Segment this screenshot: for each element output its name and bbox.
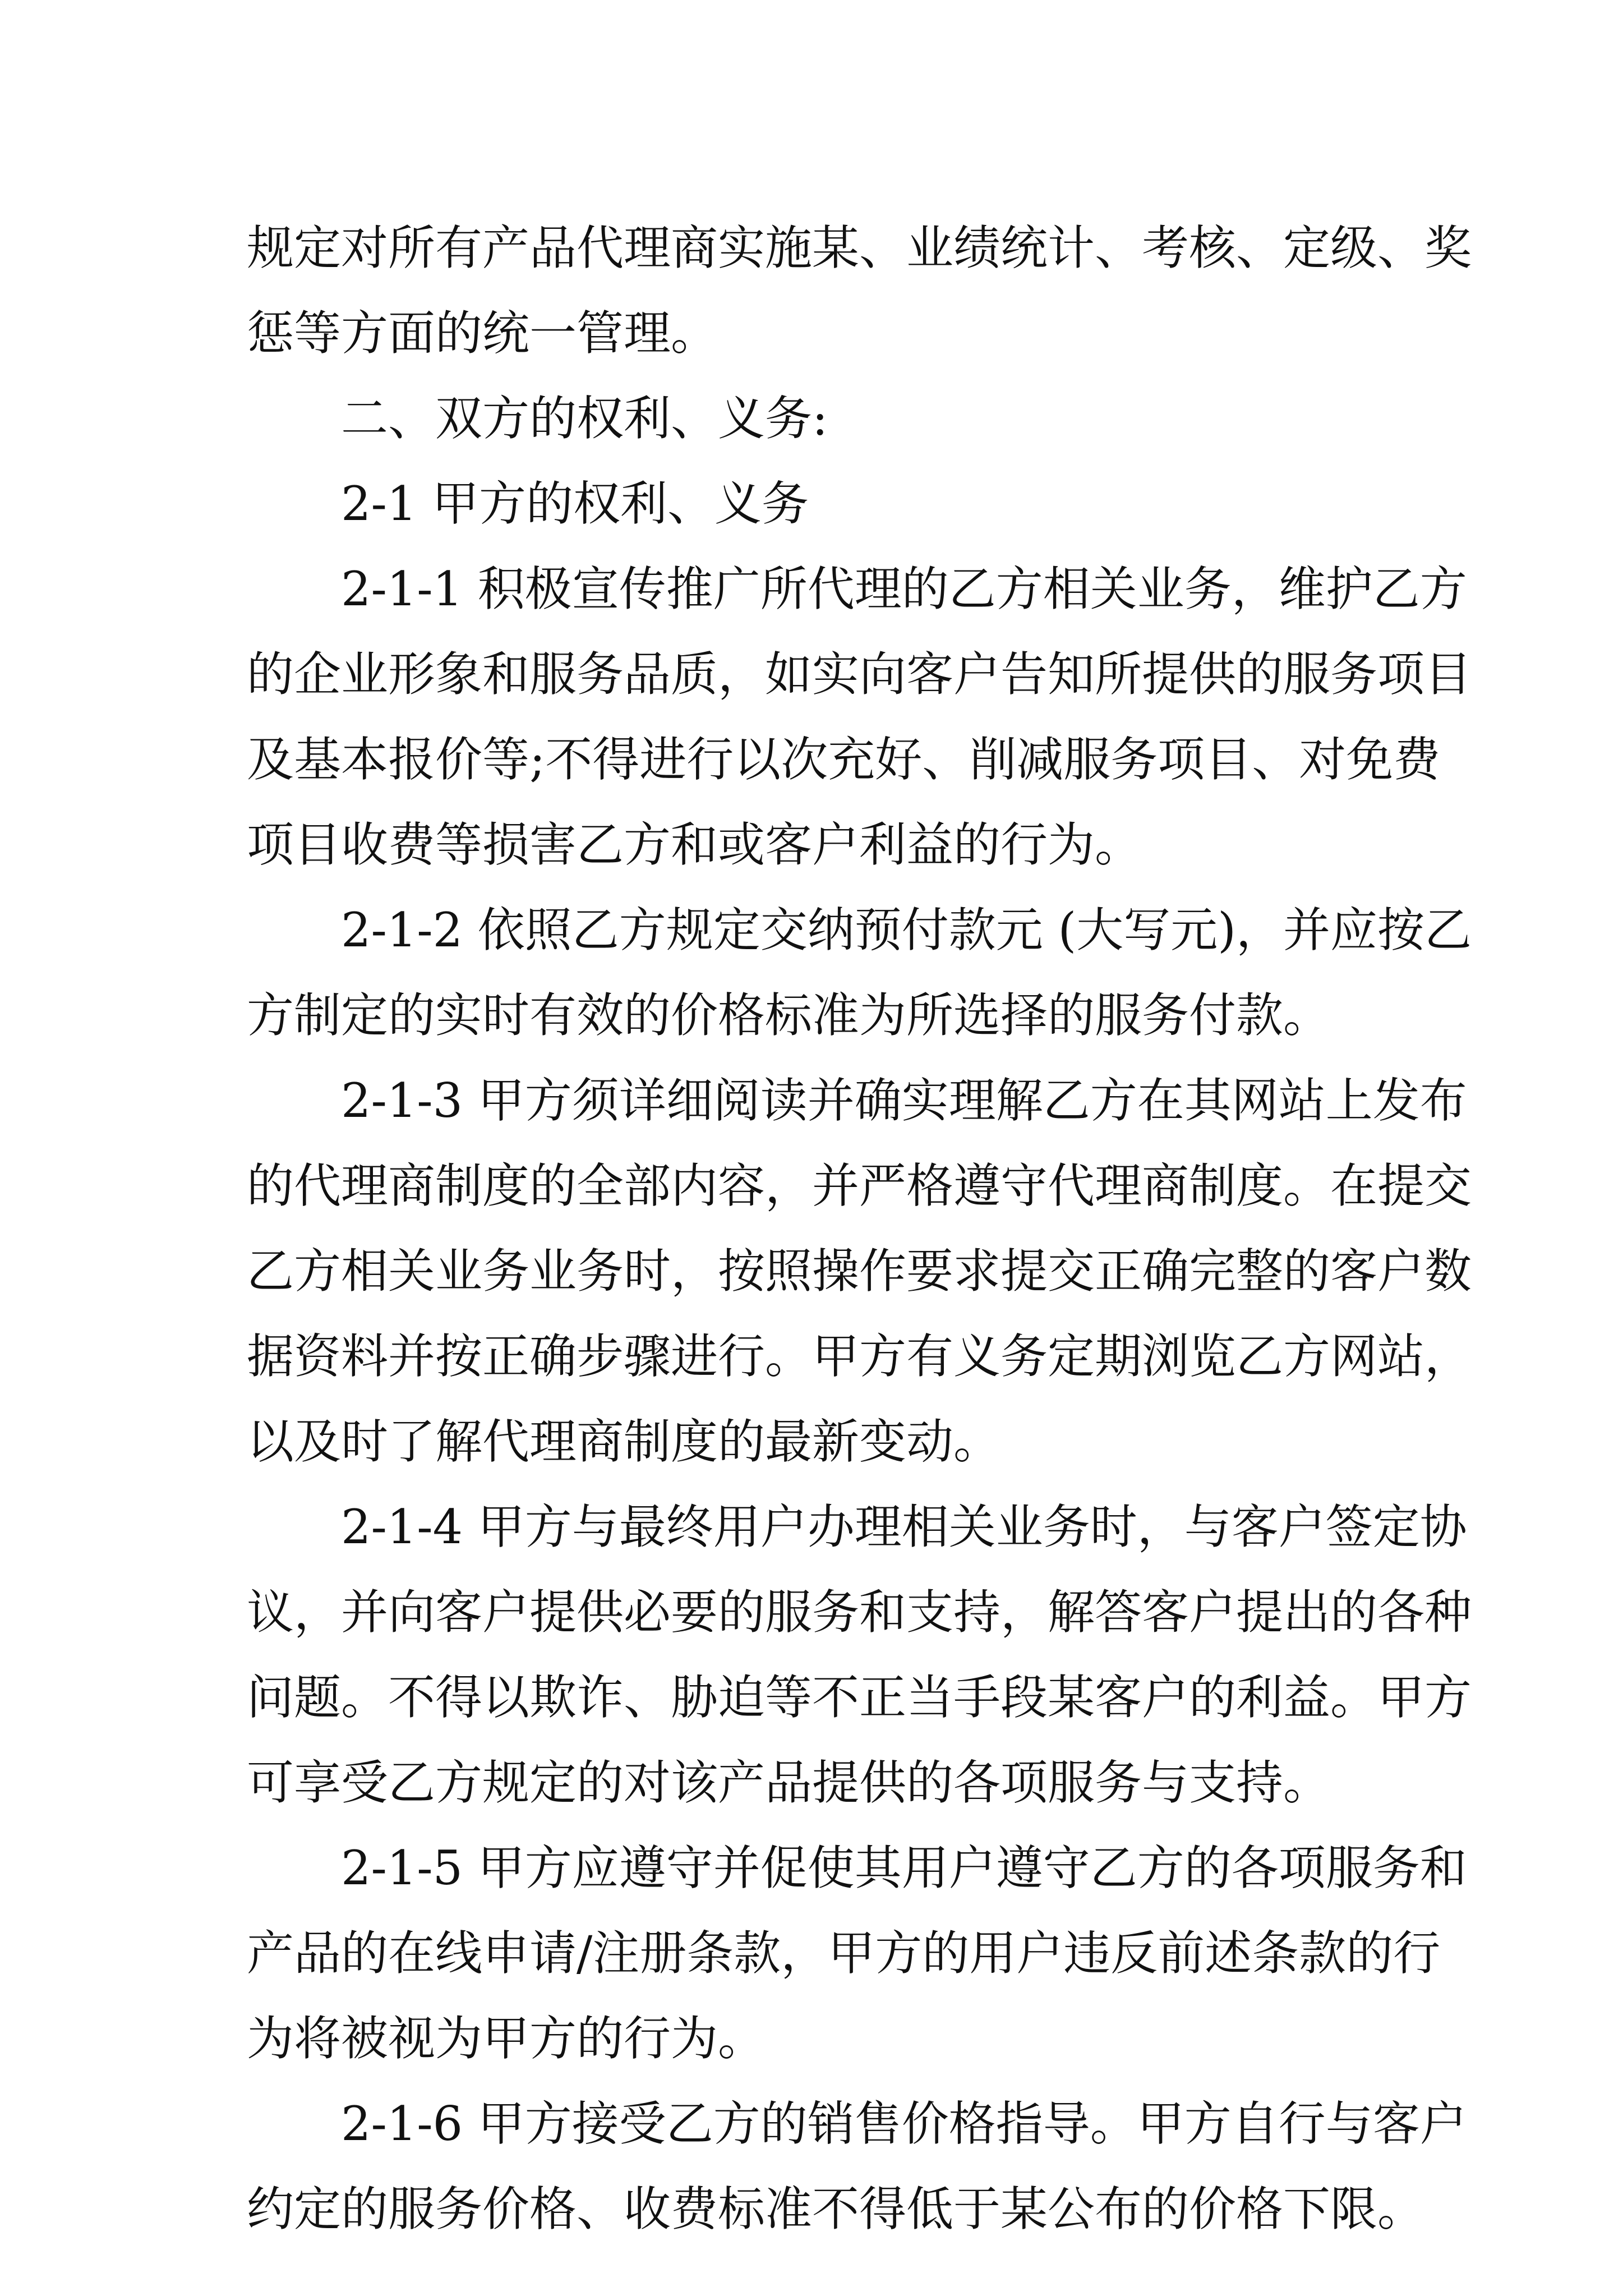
text-line: 约定的服务价格、收费标准不得低于某公布的价格下限。	[247, 2182, 1425, 2237]
text-line: 规定对所有产品代理商实施某、业绩统计、考核、定级、奖	[247, 220, 1472, 275]
text-line: 方制定的实时有效的价格标准为所选择的服务付款。	[247, 988, 1331, 1043]
text-line: 2-1-5 甲方应遵守并促使其用户遵守乙方的各项服务和	[341, 1841, 1467, 1895]
text-line: 2-1-1 积极宣传推广所代理的乙方相关业务，维护乙方	[341, 562, 1467, 616]
text-line: 的企业形象和服务品质，如实向客户告知所提供的服务项目	[247, 647, 1472, 702]
document-body	[247, 205, 1472, 2252]
text-line: 项目收费等损害乙方和或客户利益的行为。	[247, 817, 1142, 872]
text-line: 可享受乙方规定的对该产品提供的各项服务与支持。	[247, 1755, 1331, 1810]
text-line: 2-1-3 甲方须详细阅读并确实理解乙方在其网站上发布	[341, 1073, 1467, 1128]
text-line: 2-1-6 甲方接受乙方的销售价格指导。甲方自行与客户	[341, 2096, 1467, 2151]
text-line: 问题。不得以欺诈、胁迫等不正当手段某客户的利益。甲方	[247, 1670, 1472, 1725]
text-line: 的代理商制度的全部内容，并严格遵守代理商制度。在提交	[247, 1158, 1472, 1213]
subsection-heading: 2-1 甲方的权利、义务	[341, 476, 809, 531]
text-line: 惩等方面的统一管理。	[247, 306, 718, 361]
text-line: 以及时了解代理商制度的最新变动。	[247, 1414, 1001, 1469]
text-line: 议，并向客户提供必要的服务和支持，解答客户提出的各种	[247, 1585, 1472, 1640]
text-line: 及基本报价等;不得进行以次充好、削减服务项目、对免费	[247, 732, 1441, 787]
text-line: 产品的在线申请/注册条款，甲方的用户违反前述条款的行	[247, 1926, 1441, 1981]
section-heading: 二、双方的权利、义务:	[341, 391, 828, 446]
text-line: 为将被视为甲方的行为。	[247, 2011, 766, 2066]
text-line: 据资料并按正确步骤进行。甲方有义务定期浏览乙方网站，	[247, 1329, 1472, 1384]
text-line: 乙方相关业务业务时，按照操作要求提交正确完整的客户数	[247, 1244, 1472, 1299]
text-line: 2-1-4 甲方与最终用户办理相关业务时，与客户签定协	[341, 1499, 1467, 1554]
text-line: 2-1-2 依照乙方规定交纳预付款元 (大写元)，并应按乙	[341, 903, 1472, 958]
